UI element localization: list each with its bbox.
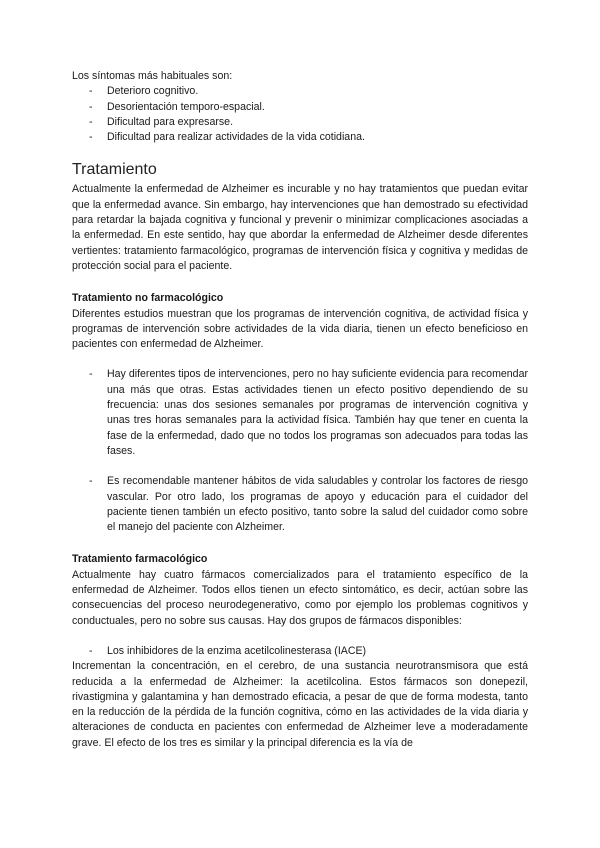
pharma-bullets bbox=[72, 644, 528, 659]
iace-paragraph: Incrementan la concentración, en el cerebro, de una sustancia neurotransmisora que está reducida a la enfermedad de Alzheimer: la acetilcolina. Estos fármacos son donepezil, rivastigmina y galantamina y han demostrado eficacia, a pesar de que de forma modesta, tanto en la reducción de la pérdida de la función cognitiva, cómo en las actividades de la vida diaria y alteraciones de conducta en pacientes con enfermedad de Alzheimer leve a moderadamente grave. El efecto de los tres es similar y la principal diferencia es la vía de bbox=[72, 660, 528, 749]
dash-bullet: - bbox=[89, 85, 93, 98]
dash-bullet: - bbox=[89, 644, 93, 657]
dash-bullet: - bbox=[89, 368, 93, 381]
subheading-farmacologico: Tratamiento farmacológico bbox=[72, 553, 208, 566]
pharma-paragraph: Actualmente hay cuatro fármacos comercializados para el tratamiento específico de la enfermedad de Alzheimer. Todos ellos tienen un efecto sintomático, es decir, actúan sobre las consecuencias del proceso neurodegenerativo, como por ejemplo los problemas cognitivos y conductuales, pero no sobre sus causas. Hay dos grupos de fármacos disponibles: bbox=[72, 568, 528, 627]
dash-bullet: - bbox=[89, 100, 93, 113]
subheading-no-farmacologico: Tratamiento no farmacológico bbox=[72, 292, 224, 305]
symptoms-lead: Los síntomas más habituales son: bbox=[72, 70, 233, 82]
non-pharma-paragraph: Diferentes estudios muestran que los programas de intervención cognitiva, de actividad física y programas de intervención sobre actividades de la vida diaria, tienen un efecto beneficioso en pacientes con enfermedad de Alzheimer. bbox=[72, 307, 528, 351]
dash-bullet: - bbox=[89, 475, 93, 488]
non-pharma-bullets-2 bbox=[72, 474, 528, 535]
document-page bbox=[72, 69, 528, 751]
list-item: - Desorientación temporo-espacial. bbox=[72, 100, 528, 115]
list-item: - Dificultad para realizar actividades de la vida cotidiana. bbox=[72, 130, 528, 145]
list-item: - Dificultad para expresarse. bbox=[72, 115, 528, 130]
non-pharma-bullets bbox=[72, 367, 528, 459]
list-item: - Es recomendable mantener hábitos de vida saludables y controlar los factores de riesgo vascular. Por otro lado, los programas de apoyo y educación para el cuidador del paciente tienen también un efecto positivo, tanto sobre la salud del cuidador como sobre el manejo del paciente con Alzheimer. bbox=[89, 475, 528, 534]
dash-bullet: - bbox=[89, 115, 93, 128]
section-title-tratamiento: Tratamiento bbox=[72, 161, 157, 179]
list-item: - Hay diferentes tipos de intervenciones, pero no hay suficiente evidencia para recomendar una más que otras. Estas actividades tienen un efecto positivo dependiendo de su frecuencia: unas dos sesiones semanales por programas de intervención cognitiva y unas tres horas semanales para la actividad física. También hay que tener en cuenta la fase de la enfermedad, dado que no todos los programas son adecuados para todas las fases. bbox=[89, 368, 528, 457]
treatment-paragraph: Actualmente la enfermedad de Alzheimer es incurable y no hay tratamientos que puedan evitar que la enfermedad avance. Sin embargo, hay intervenciones que han demostrado su efectividad para retardar la bajada cognitiva y funcional y prevenir o minimizar complicaciones asociadas a la enfermedad. En este sentido, hay que abordar la enfermedad de Alzheimer desde diferentes vertientes: tratamiento farmacológico, programas de intervención física y cognitiva y medidas de protección social para el paciente. bbox=[72, 183, 528, 272]
list-item: - Los inhibidores de la enzima acetilcolinesterasa (IACE) bbox=[72, 644, 528, 659]
dash-bullet: - bbox=[89, 131, 93, 144]
list-item: - Deterioro cognitivo. bbox=[72, 84, 528, 99]
symptoms-list bbox=[72, 84, 528, 145]
